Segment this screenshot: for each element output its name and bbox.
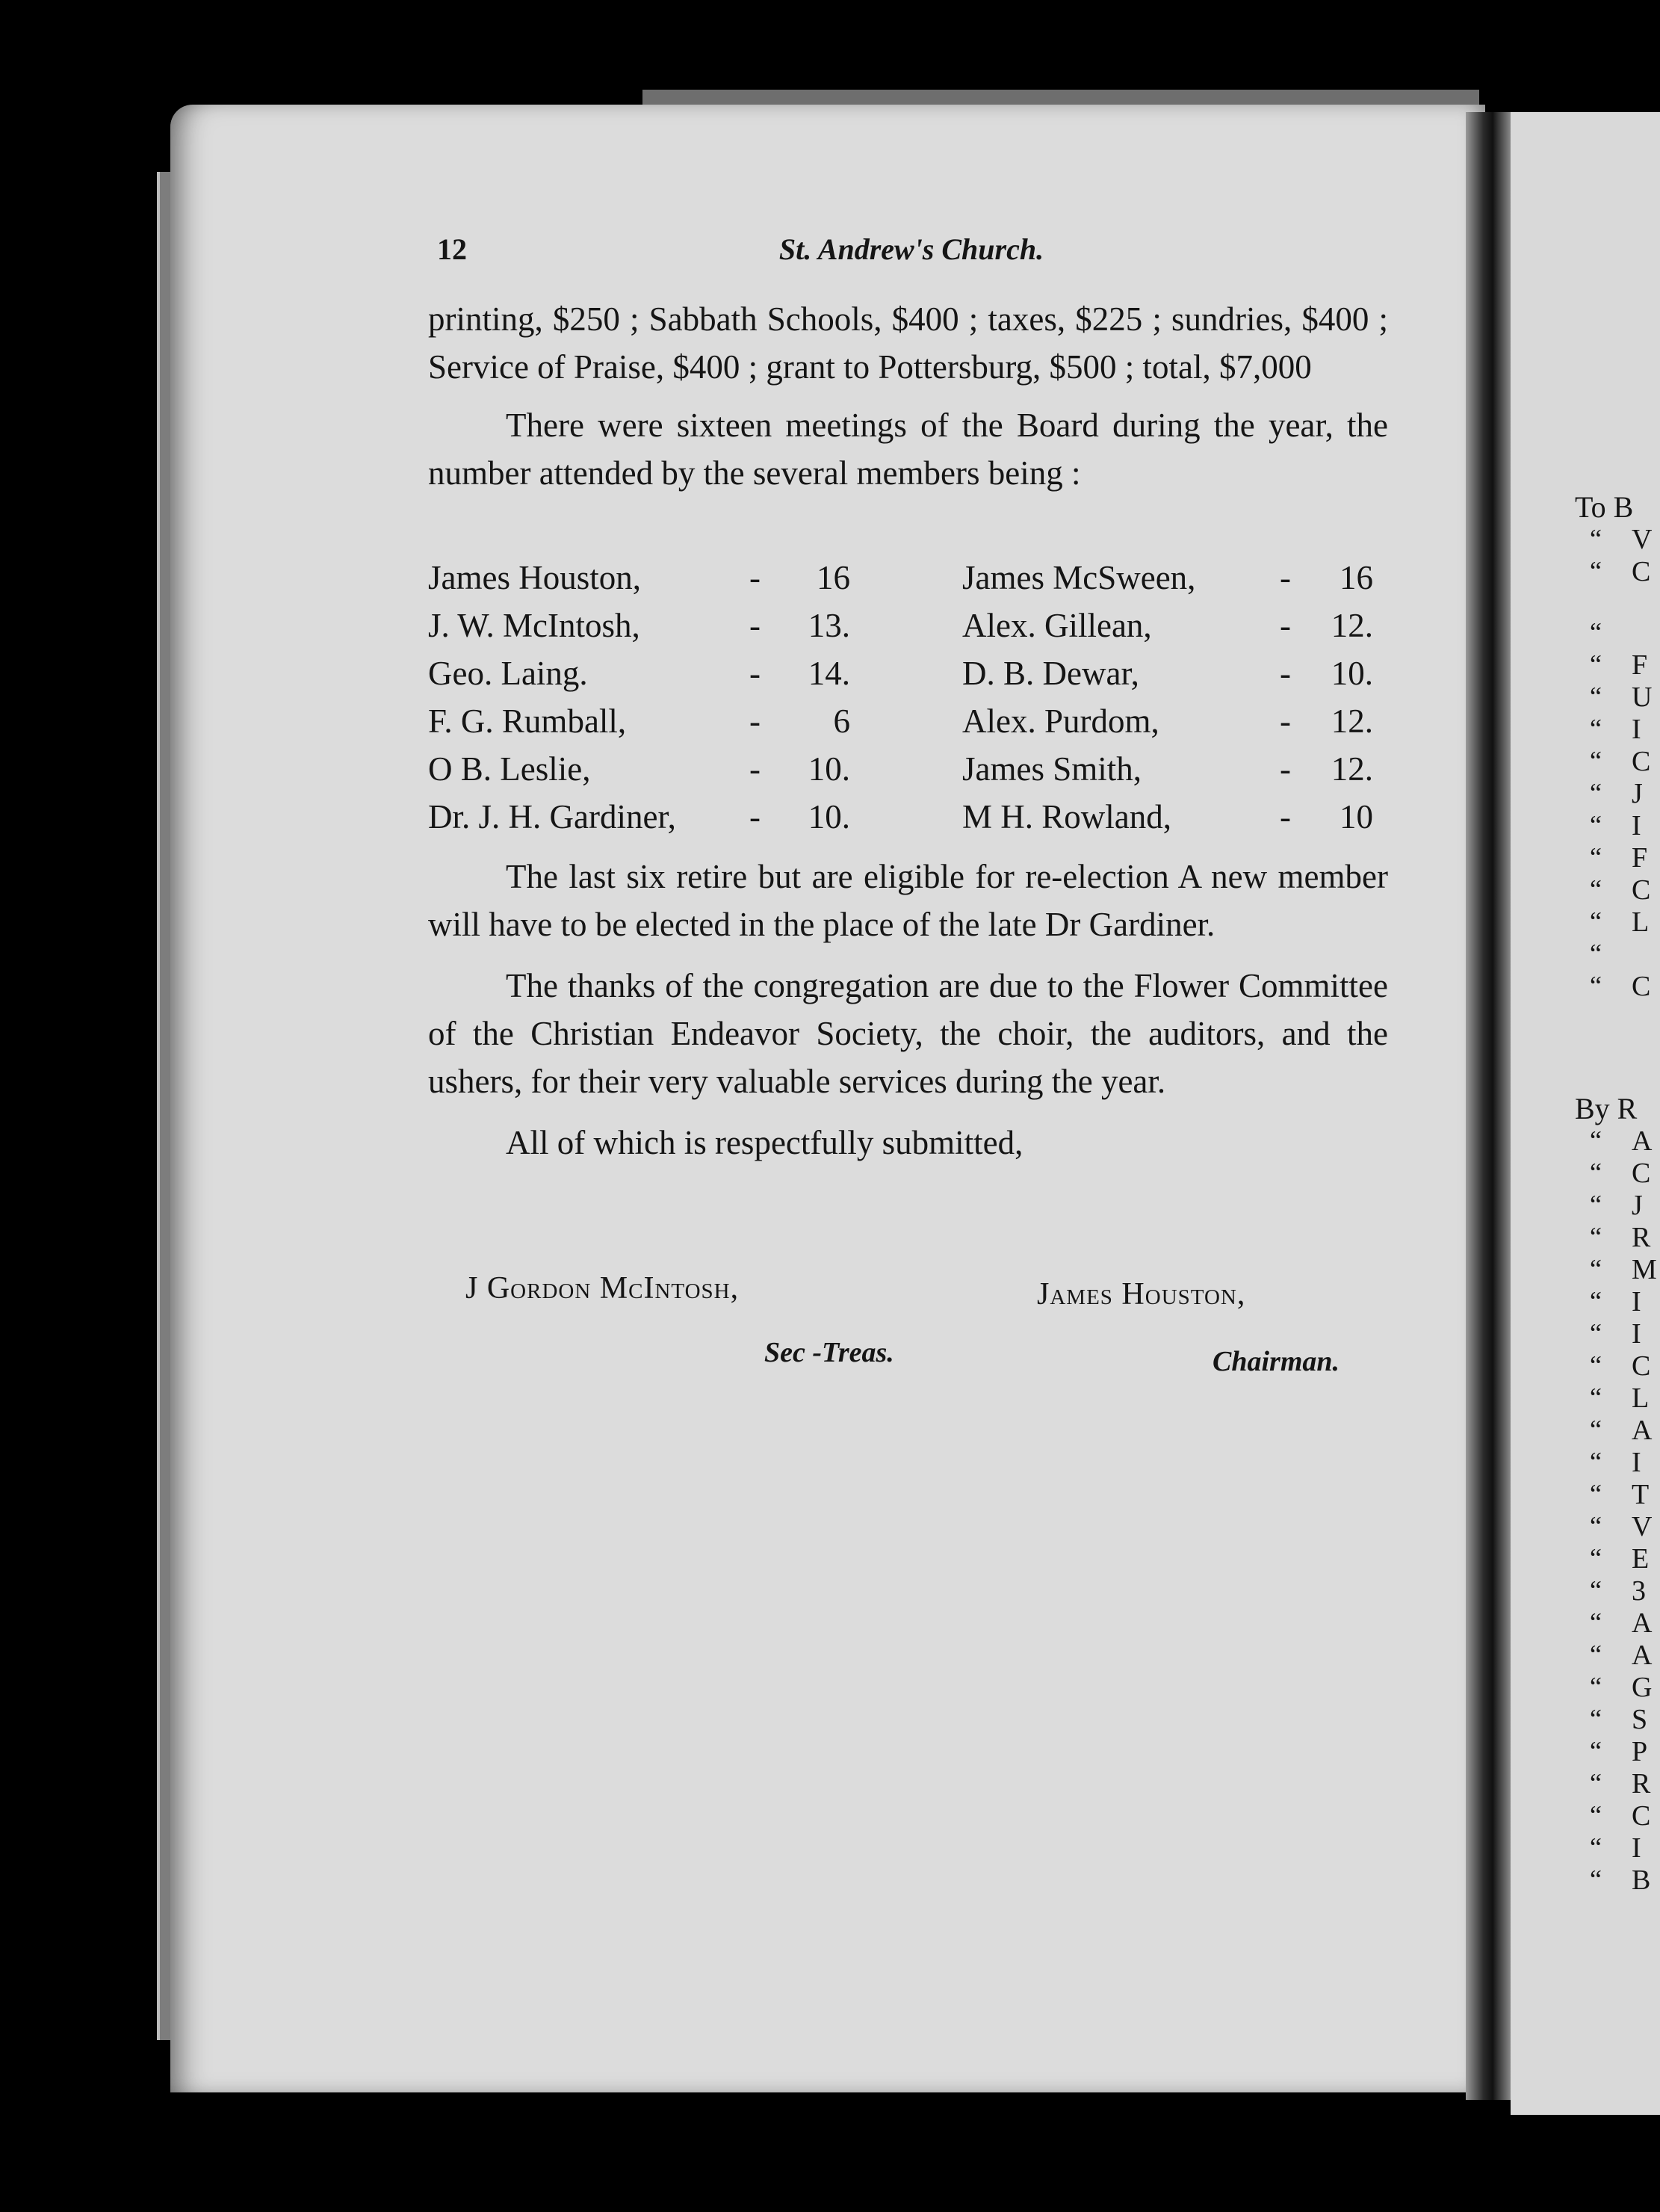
- to-line-fragment: U: [1632, 682, 1653, 713]
- to-line-fragment: J: [1632, 778, 1643, 809]
- by-ditto-mark: “: [1590, 1672, 1602, 1702]
- table-row: [428, 606, 1388, 654]
- leader-dash: -: [749, 702, 761, 740]
- by-line-fragment: E: [1632, 1543, 1650, 1575]
- to-heading: To B: [1575, 490, 1634, 524]
- by-heading: By R: [1575, 1092, 1638, 1125]
- paragraph-thanks: The thanks of the congregation are due to the Flower Committee of the Christian Endeavor Society, the choir, the auditors, and the ushers, for their very valuable services during the year.: [428, 967, 1388, 1100]
- to-ditto-mark: “: [1590, 939, 1602, 968]
- leader-dash: -: [1280, 607, 1291, 644]
- by-ditto-mark: “: [1590, 1190, 1602, 1220]
- signature-chairman-name: James Houston,: [1037, 1277, 1246, 1312]
- by-ditto-mark: “: [1590, 1318, 1602, 1348]
- member-name: F. G. Rumball,: [428, 702, 627, 740]
- page-top-edge: [642, 90, 1479, 106]
- by-ditto-mark: “: [1590, 1286, 1602, 1316]
- to-ditto-mark: “: [1590, 906, 1602, 936]
- signature-chairman-title: Chairman.: [1213, 1346, 1340, 1377]
- by-line-fragment: I: [1632, 1318, 1641, 1350]
- by-ditto-mark: “: [1590, 1222, 1602, 1252]
- to-line-fragment: L: [1632, 906, 1650, 938]
- member-name: Alex. Purdom,: [962, 702, 1159, 740]
- to-line-fragment: I: [1632, 810, 1641, 841]
- by-line-fragment: I: [1632, 1832, 1641, 1864]
- by-line-fragment: T: [1632, 1479, 1650, 1510]
- by-line-fragment: I: [1632, 1447, 1641, 1478]
- leader-dash: -: [749, 750, 761, 788]
- member-name: James Smith,: [962, 750, 1142, 788]
- by-line-fragment: V: [1632, 1511, 1653, 1542]
- by-ditto-mark: “: [1590, 1640, 1602, 1669]
- member-name: Alex. Gillean,: [962, 607, 1152, 644]
- by-ditto-mark: “: [1590, 1768, 1602, 1798]
- member-name: Dr. J. H. Gardiner,: [428, 798, 676, 835]
- attendance-count: 10: [1340, 798, 1373, 835]
- running-head: [437, 232, 1386, 276]
- table-row: [428, 654, 1388, 702]
- to-line-fragment: F: [1632, 842, 1648, 874]
- by-ditto-mark: “: [1590, 1575, 1602, 1605]
- by-line-fragment: P: [1632, 1736, 1648, 1767]
- by-line-fragment: A: [1632, 1640, 1653, 1671]
- attendance-count: 6: [833, 702, 850, 740]
- member-name: M H. Rowland,: [962, 798, 1171, 835]
- member-name: D. B. Dewar,: [962, 655, 1139, 692]
- by-line-fragment: J: [1632, 1190, 1643, 1221]
- table-row: [428, 702, 1388, 750]
- by-line-fragment: S: [1632, 1704, 1648, 1735]
- by-line-fragment: L: [1632, 1382, 1650, 1414]
- book-gutter: [1466, 112, 1511, 2100]
- to-line-fragment: C: [1632, 874, 1651, 906]
- signature-block: [428, 1270, 1388, 1382]
- by-ditto-mark: “: [1590, 1415, 1602, 1445]
- by-ditto-mark: “: [1590, 1350, 1602, 1380]
- paragraph-closing: All of which is respectfully submitted,: [506, 1124, 1023, 1161]
- attendance-table: [428, 558, 1388, 1167]
- to-ditto-mark: “: [1590, 842, 1602, 872]
- to-line-fragment: C: [1632, 556, 1651, 587]
- member-name: James McSween,: [962, 559, 1196, 596]
- page-stack-edge: [157, 172, 170, 2040]
- member-name: O B. Leslie,: [428, 750, 591, 788]
- to-line-fragment: C: [1632, 746, 1651, 777]
- by-ditto-mark: “: [1590, 1832, 1602, 1862]
- by-line-fragment: A: [1632, 1125, 1653, 1157]
- by-ditto-mark: “: [1590, 1511, 1602, 1541]
- attendance-count: 12.: [1331, 750, 1373, 788]
- to-ditto-mark: “: [1590, 682, 1602, 711]
- body-text-top: [428, 295, 1388, 497]
- by-ditto-mark: “: [1590, 1479, 1602, 1509]
- leader-dash: -: [1280, 702, 1291, 740]
- to-line-fragment: I: [1632, 714, 1641, 745]
- paragraph-meetings: There were sixteen meetings of the Board during the year, the number attended by the several members being :: [428, 407, 1388, 492]
- to-ditto-mark: “: [1590, 649, 1602, 679]
- by-line-fragment: I: [1632, 1286, 1641, 1317]
- by-ditto-mark: “: [1590, 1254, 1602, 1284]
- by-line-fragment: R: [1632, 1768, 1651, 1799]
- signature-secretary-name: J Gordon McIntosh,: [465, 1271, 740, 1306]
- attendance-count: 10.: [808, 750, 850, 788]
- table-row: [428, 750, 1388, 797]
- leader-dash: -: [1280, 559, 1291, 596]
- attendance-count: 16: [817, 559, 850, 596]
- to-line-fragment: C: [1632, 971, 1651, 1002]
- by-ditto-mark: “: [1590, 1158, 1602, 1187]
- to-line-fragment: F: [1632, 649, 1648, 681]
- attendance-count: 16: [1340, 559, 1373, 596]
- signature-secretary-title: Sec -Treas.: [764, 1337, 894, 1368]
- by-ditto-mark: “: [1590, 1800, 1602, 1830]
- by-line-fragment: G: [1632, 1672, 1653, 1703]
- leader-dash: -: [749, 607, 761, 644]
- to-ditto-mark: “: [1590, 778, 1602, 808]
- to-ditto-mark: “: [1590, 556, 1602, 586]
- leader-dash: -: [749, 559, 761, 596]
- leader-dash: -: [1280, 798, 1291, 835]
- by-ditto-mark: “: [1590, 1125, 1602, 1155]
- member-name: James Houston,: [428, 559, 641, 596]
- leader-dash: -: [1280, 655, 1291, 692]
- leader-dash: -: [1280, 750, 1291, 788]
- by-line-fragment: R: [1632, 1222, 1651, 1253]
- to-ditto-mark: “: [1590, 971, 1602, 1001]
- member-name: Geo. Laing.: [428, 655, 588, 692]
- paragraph-retirement: The last six retire but are eligible for re-election A new member will have to be elected in the place of the late Dr Gardiner.: [428, 858, 1388, 943]
- attendance-count: 14.: [808, 655, 850, 692]
- by-line-fragment: C: [1632, 1158, 1651, 1189]
- by-ditto-mark: “: [1590, 1704, 1602, 1734]
- by-line-fragment: A: [1632, 1415, 1653, 1446]
- by-ditto-mark: “: [1590, 1543, 1602, 1573]
- by-ditto-mark: “: [1590, 1736, 1602, 1766]
- leader-dash: -: [749, 655, 761, 692]
- paragraph-expenses: printing, $250 ; Sabbath Schools, $400 ; taxes, $225 ; sundries, $400 ; Service of Praise, $400 ; grant to Pottersburg, $500 ; total, $7,000: [428, 300, 1388, 386]
- to-ditto-mark: “: [1590, 810, 1602, 840]
- by-line-fragment: M: [1632, 1254, 1657, 1285]
- member-name: J. W. McIntosh,: [428, 607, 640, 644]
- by-line-fragment: C: [1632, 1350, 1651, 1382]
- attendance-count: 13.: [808, 607, 850, 644]
- by-ditto-mark: “: [1590, 1382, 1602, 1412]
- attendance-count: 12.: [1331, 702, 1373, 740]
- to-ditto-mark: “: [1590, 617, 1602, 647]
- by-line-fragment: C: [1632, 1800, 1651, 1832]
- leader-dash: -: [749, 798, 761, 835]
- page-number: 12: [437, 232, 467, 266]
- by-line-fragment: B: [1632, 1865, 1651, 1896]
- to-ditto-mark: “: [1590, 714, 1602, 744]
- running-title: St. Andrew's Church.: [778, 232, 1044, 266]
- table-row: [428, 797, 1388, 845]
- by-line-fragment: A: [1632, 1607, 1653, 1639]
- to-ditto-mark: “: [1590, 874, 1602, 904]
- by-ditto-mark: “: [1590, 1447, 1602, 1477]
- by-line-fragment: 3: [1632, 1575, 1646, 1607]
- to-ditto-mark: “: [1590, 746, 1602, 776]
- attendance-count: 10.: [1331, 655, 1373, 692]
- attendance-count: 12.: [1331, 607, 1373, 644]
- to-ditto-mark: “: [1590, 524, 1602, 554]
- by-ditto-mark: “: [1590, 1607, 1602, 1637]
- table-row: [428, 558, 1388, 606]
- to-line-fragment: V: [1632, 524, 1653, 555]
- attendance-count: 10.: [808, 798, 850, 835]
- by-ditto-mark: “: [1590, 1865, 1602, 1894]
